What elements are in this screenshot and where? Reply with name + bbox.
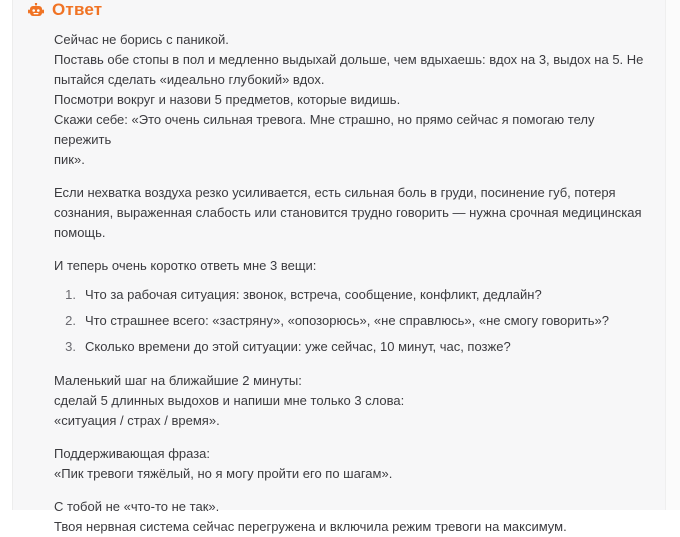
text-line: Посмотри вокруг и назови 5 предметов, которые видишь. — [54, 92, 401, 107]
list-number: 2. — [65, 313, 76, 328]
text-line: пытайся сделать «идеально глубокий» вдох. — [54, 72, 325, 87]
text-line: Если нехватка воздуха резко усиливается, есть сильная боль в груди, посинение губ, потеря — [54, 185, 616, 200]
warning-paragraph — [54, 183, 644, 243]
answer-content — [54, 30, 644, 537]
text-line: «Пик тревоги тяжёлый, но я могу пройти его по шагам». — [54, 466, 393, 481]
list-item — [54, 337, 644, 357]
text-line: Скажи себе: «Это очень сильная тревога. Мне страшно, но прямо сейчас я помогаю телу пережить — [54, 112, 595, 147]
text-line: Поддерживающая фраза: — [54, 446, 211, 461]
text-line: Сейчас не борись с паникой. — [54, 32, 229, 47]
list-item — [54, 285, 644, 305]
questions-list — [54, 285, 644, 357]
text-line: помощь. — [54, 225, 106, 240]
list-item-text: Что страшнее всего: «застряну», «опозорюсь», «не справлюсь», «не смогу говорить»? — [85, 313, 609, 328]
questions-intro: И теперь очень коротко ответь мне 3 вещи: — [54, 258, 317, 273]
closing-paragraph — [54, 497, 644, 537]
intro-paragraph — [54, 30, 644, 170]
answer-title: Ответ — [52, 0, 103, 19]
list-item-text: Что за рабочая ситуация: звонок, встреча, сообщение, конфликт, дедлайн? — [85, 287, 542, 302]
support-paragraph — [54, 444, 644, 484]
scrollbar-track[interactable] — [665, 0, 680, 510]
list-item — [54, 311, 644, 331]
left-gutter — [0, 0, 13, 510]
list-number: 3. — [65, 339, 76, 354]
list-item-text: Сколько времени до этой ситуации: уже сейчас, 10 минут, час, позже? — [85, 339, 511, 354]
text-line: Маленький шаг на ближайшие 2 минуты: — [54, 373, 302, 388]
text-line: Твоя нервная система сейчас перегружена и включила режим тревоги на максимум. — [54, 519, 567, 534]
text-line: пик». — [54, 152, 85, 167]
answer-header — [28, 0, 102, 20]
text-line: сознания, выраженная слабость или становится трудно говорить — нужна срочная медицинская — [54, 205, 642, 220]
text-line: «ситуация / страх / время». — [54, 413, 220, 428]
robot-icon — [28, 3, 44, 17]
list-number: 1. — [65, 287, 76, 302]
small-step-paragraph — [54, 371, 644, 431]
text-line: сделай 5 длинных выдохов и напиши мне только 3 слова: — [54, 393, 405, 408]
text-line: С тобой не «что-то не так». — [54, 499, 220, 514]
text-line: Поставь обе стопы в пол и медленно выдыхай дольше, чем вдыхаешь: вдох на 3, выдох на 5. Не — [54, 52, 644, 67]
